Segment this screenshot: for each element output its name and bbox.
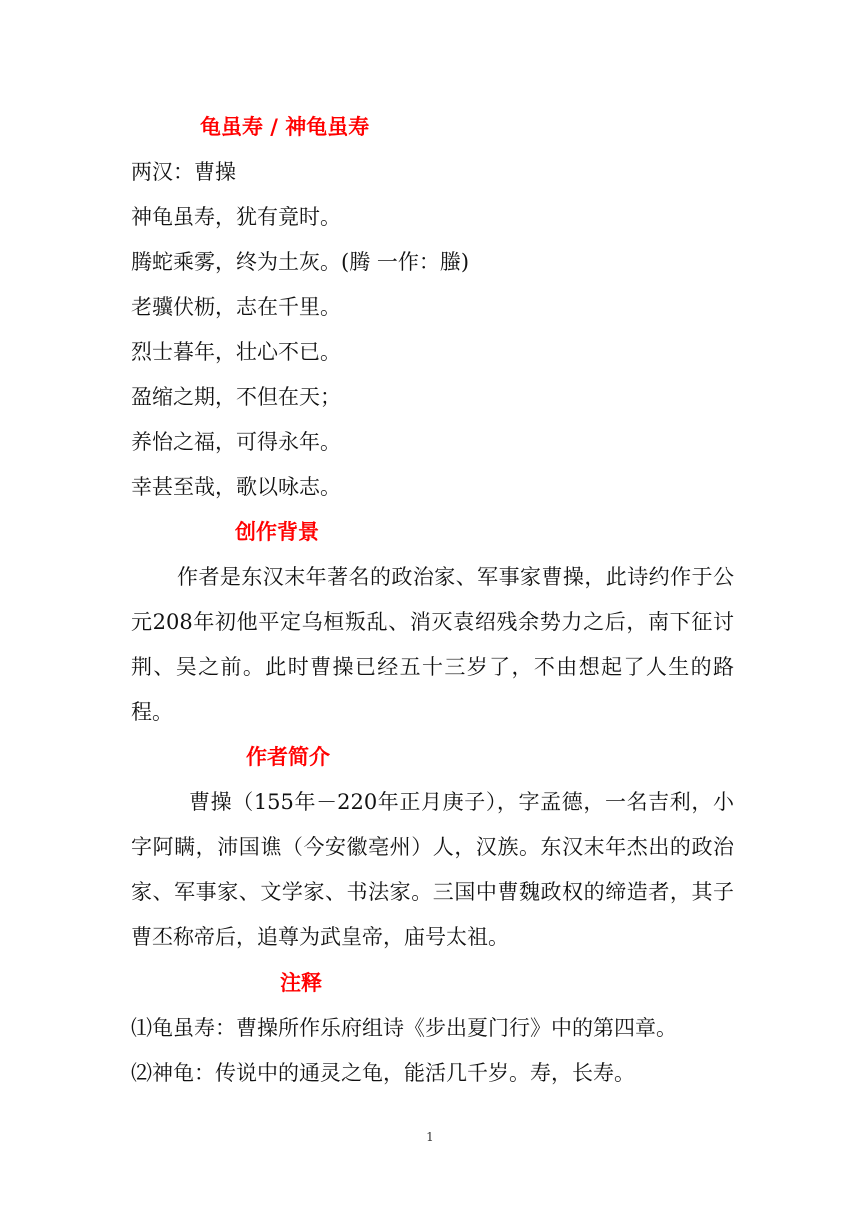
notes-heading: 注释 [280, 971, 322, 995]
poem-line-6: 养怡之福，可得永年。 [131, 430, 341, 454]
poem-line-7: 幸甚至哉，歌以咏志。 [131, 475, 341, 499]
poem-line-5: 盈缩之期，不但在天； [131, 385, 341, 409]
poem-line-1: 神龟虽寿，犹有竟时。 [131, 205, 341, 229]
author-line: 两汉：曹操 [131, 160, 236, 184]
background-paragraph: 作者是东汉末年著名的政治家、军事家曹操，此诗约作于公元208年初他平定乌桓叛乱、消灭袁绍残余势力之后，南下征讨荆、吴之前。此时曹操已经五十三岁了，不由想起了人生的路程。 [131, 565, 734, 724]
poem-line-3: 老骥伏枥，志在千里。 [131, 295, 341, 319]
poem-line-2: 腾蛇乘雾，终为土灰。(腾 一作：螣) [131, 250, 470, 274]
note-item-2: ⑵神龟：传说中的通灵之龟，能活几千岁。寿，长寿。 [131, 1061, 635, 1085]
background-heading: 创作背景 [235, 520, 319, 544]
note-item-1: ⑴龟虽寿：曹操所作乐府组诗《步出夏门行》中的第四章。 [131, 1016, 677, 1040]
poem-line-4: 烈士暮年，壮心不已。 [131, 340, 341, 364]
page-number: 1 [426, 1130, 434, 1144]
poem-title: 龟虽寿 / 神龟虽寿 [200, 115, 370, 139]
author-intro-paragraph: 曹操（155年－220年正月庚子），字孟德，一名吉利，小字阿瞒，沛国谯（今安徽亳州）人，汉族。东汉末年杰出的政治家、军事家、文学家、书法家。三国中曹魏政权的缔造者，其子曹丕称帝后，追尊为武皇帝，庙号太祖。 [131, 790, 734, 949]
author-intro-heading: 作者简介 [246, 745, 330, 769]
